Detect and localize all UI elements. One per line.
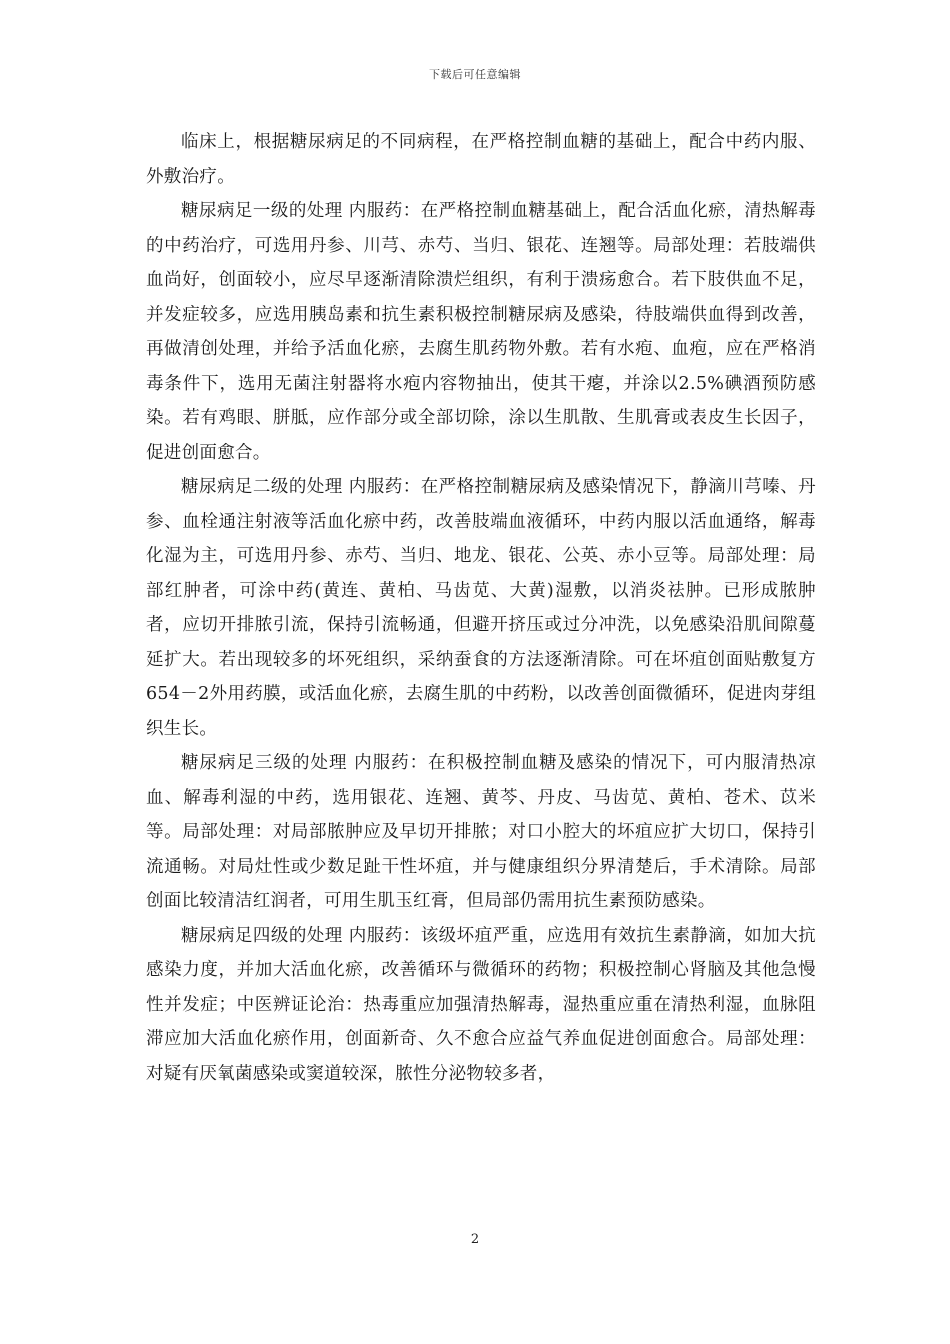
paragraph-level-3: 糖尿病足三级的处理 内服药：在积极控制血糖及感染的情况下，可内服清热凉血、解毒利湿的中药，选用银花、连翘、黄芩、丹皮、马齿苋、黄柏、苍术、苡米等。局部处理：对局部脓肿应及早切开排脓；对口小腔大的坏疽应扩大切口，保持引流通畅。对局灶性或少数足趾干性坏疽，并与健康组织分界清楚后，手术清除。局部创面比较清洁红润者，可用生肌玉红膏，但局部仍需用抗生素预防感染。 [146, 753, 816, 911]
paragraph-level-1: 糖尿病足一级的处理 内服药：在严格控制血糖基础上，配合活血化瘀，清热解毒的中药治疗，可选用丹参、川芎、赤芍、当归、银花、连翘等。局部处理：若肢端供血尚好，创面较小，应尽早逐渐清除溃烂组织，有利于溃疡愈合。若下肢供血不足，并发症较多，应选用胰岛素和抗生素积极控制糖尿病及感染，待肢端供血得到改善，再做清创处理，并给予活血化瘀，去腐生肌药物外敷。若有水疱、血疱，应在严格消毒条件下，选用无菌注射器将水疱内容物抽出，使其干瘪，并涂以2.5%碘酒预防感染。若有鸡眼、胼胝，应作部分或全部切除，涂以生肌散、生肌膏或表皮生长因子，促进创面愈合。 [146, 201, 816, 463]
paragraph-level-4: 糖尿病足四级的处理 内服药：该级坏疽严重，应选用有效抗生素静滴，如加大抗感染力度，并加大活血化瘀，改善循环与微循环的药物；积极控制心肾脑及其他急慢性并发症；中医辨证论治：热毒重应加强清热解毒，湿热重应重在清热利湿，血脉阻滞应加大活血化瘀作用，创面新奇、久不愈合应益气养血促进创面愈合。局部处理：对疑有厌氧菌感染或窦道较深，脓性分泌物较多者， [146, 925, 816, 1084]
page-header: 下载后可任意编辑 [429, 68, 521, 81]
document-body [146, 125, 816, 1091]
paragraph-level-2: 糖尿病足二级的处理 内服药：在严格控制糖尿病及感染情况下，静滴川芎嗪、丹参、血栓通注射液等活血化瘀中药，改善肢端血液循环，中药内服以活血通络，解毒化湿为主，可选用丹参、赤芍、当归、地龙、银花、公英、赤小豆等。局部处理：局部红肿者，可涂中药(黄连、黄柏、马齿苋、大黄)湿敷，以消炎祛肿。已形成脓肿者，应切开排脓引流，保持引流畅通，但避开挤压或过分冲洗，以免感染沿肌间隙蔓延扩大。若出现较多的坏死组织，采纳蚕食的方法逐渐清除。可在坏疽创面贴敷复方654－2外用药膜，或活血化瘀，去腐生肌的中药粉，以改善创面微循环，促进肉芽组织生长。 [146, 477, 816, 739]
paragraph-intro: 临床上，根据糖尿病足的不同病程，在严格控制血糖的基础上，配合中药内服、外敷治疗。 [146, 132, 816, 187]
page-number: 2 [470, 1232, 480, 1247]
